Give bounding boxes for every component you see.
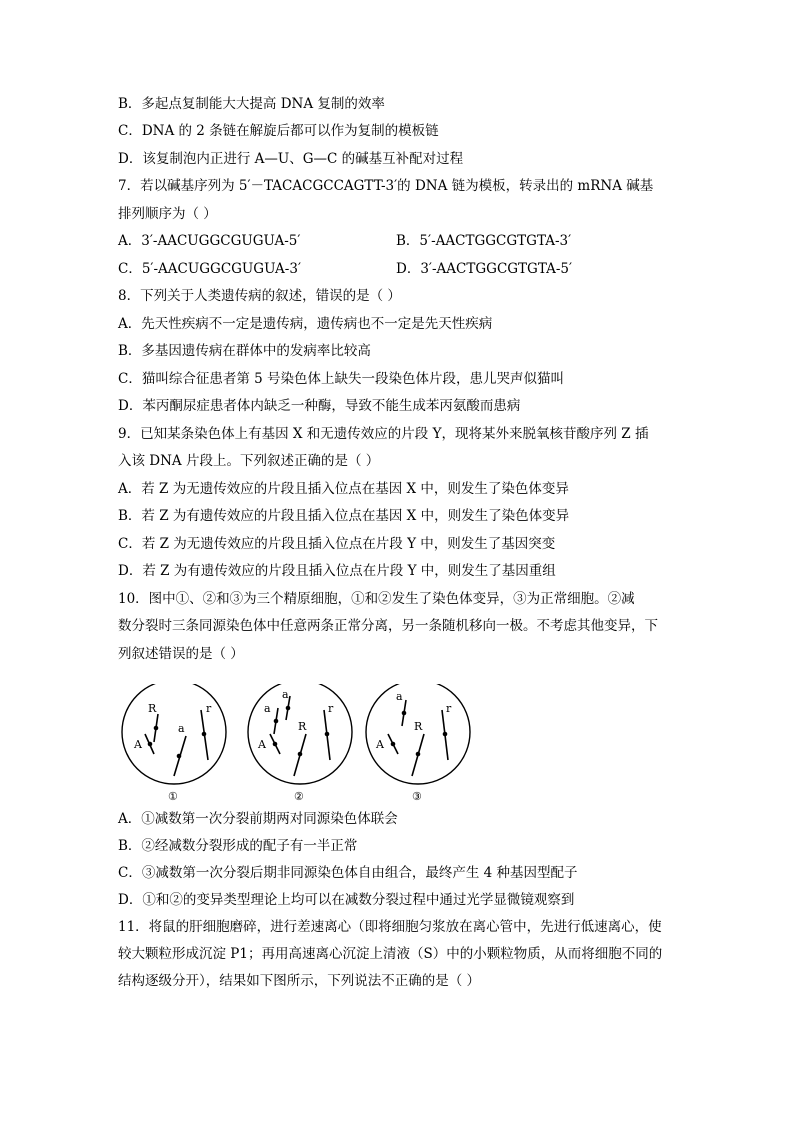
q8-option-d: D．苯丙酮尿症患者体内缺乏一种酶，导致不能生成苯丙氨酸而患病	[118, 398, 521, 414]
cell-2	[248, 684, 352, 803]
q8-option-b: B．多基因遗传病在群体中的发病率比较高	[118, 343, 371, 359]
cell-diagram	[118, 684, 478, 804]
q11-stem-line3: 结构逐级分开），结果如下图所示，下列说法不正确的是（ ）	[118, 973, 481, 989]
q9-option-b: B．若 Z 为有遗传效应的片段且插入位点在基因 X 中，则发生了染色体变异	[118, 508, 570, 524]
cell-3-label: ③	[412, 790, 422, 803]
cell-2-gene: a	[282, 688, 289, 701]
q9-stem-line2: 入该 DNA 片段上。下列叙述正确的是（ ）	[118, 453, 380, 469]
cell-1-gene: r	[206, 702, 212, 715]
cell-3-gene: A	[376, 738, 384, 751]
cell-2-gene: R	[298, 720, 307, 733]
cell-1-gene: A	[134, 738, 142, 751]
cell-1	[122, 684, 226, 803]
q11-stem-line2: 较大颗粒形成沉淀 P1；再用高速离心沉淀上清液（S）中的小颗粒物质，从而将细胞不同的	[118, 946, 663, 962]
q7-stem-line2: 排列顺序为（ ）	[118, 206, 217, 222]
cell-3-gene: R	[414, 720, 423, 733]
q7-option-c: C．5′-AACUGGCGUGUA-3′	[118, 261, 302, 277]
q7-stem-line1: 7．若以碱基序列为 5′－TACACGCCAGTT-3′的 DNA 链为模板，转录出的 mRNA 碱基	[118, 178, 654, 194]
q8-stem: 8．下列关于人类遗传病的叙述，错误的是（ ）	[118, 288, 401, 304]
cell-3-gene: r	[446, 702, 452, 715]
q10-option-d: D．①和②的变异类型理论上均可以在减数分裂过程中通过光学显微镜观察到	[118, 892, 575, 908]
q10-option-a: A．①减数第一次分裂前期两对同源染色体联会	[118, 811, 398, 827]
q10-option-b: B．②经减数分裂形成的配子有一半正常	[118, 838, 358, 854]
cell-2-label: ②	[294, 790, 304, 803]
q7-option-d: D．3′-AACTGGCGTGTA-5′	[396, 261, 573, 277]
q9-option-d: D．若 Z 为有遗传效应的片段且插入位点在片段 Y 中，则发生了基因重组	[118, 563, 556, 579]
q9-option-a: A．若 Z 为无遗传效应的片段且插入位点在基因 X 中，则发生了染色体变异	[118, 481, 569, 497]
q8-option-c: C．猫叫综合征患者第 5 号染色体上缺失一段染色体片段，患儿哭声似猫叫	[118, 371, 565, 387]
q6-option-c: C．DNA 的 2 条链在解旋后都可以作为复制的模板链	[118, 123, 439, 139]
cell-3-gene: a	[396, 690, 403, 703]
cell-2-gene: r	[328, 702, 334, 715]
cell-2-gene: A	[258, 738, 266, 751]
q9-stem-line1: 9．已知某条染色体上有基因 X 和无遗传效应的片段 Y，现将某外来脱氧核苷酸序列 Z 插	[118, 426, 649, 442]
q8-option-a: A．先天性疾病不一定是遗传病，遗传病也不一定是先天性疾病	[118, 316, 493, 332]
q7-option-b: B．5′-AACTGGCGTGTA-3′	[396, 233, 572, 249]
q9-option-c: C．若 Z 为无遗传效应的片段且插入位点在片段 Y 中，则发生了基因突变	[118, 536, 556, 552]
q10-option-c: C．③减数第一次分裂后期非同源染色体自由组合，最终产生 4 种基因型配子	[118, 865, 578, 881]
cell-1-gene: a	[178, 722, 185, 735]
cell-1-label: ①	[168, 790, 178, 803]
q11-stem-line1: 11．将鼠的肝细胞磨碎，进行差速离心（即将细胞匀浆放在离心管中，先进行低速离心，使	[118, 919, 662, 935]
q10-stem-line3: 列叙述错误的是（ ）	[118, 646, 244, 662]
q6-option-d: D．该复制泡内正进行 A—U、G—C 的碱基互补配对过程	[118, 151, 464, 167]
q6-option-b: B．多起点复制能大大提高 DNA 复制的效率	[118, 96, 385, 112]
q7-option-a: A．3′-AACUGGCGUGUA-5′	[118, 233, 301, 249]
cell-3	[366, 684, 470, 803]
cell-2-gene: a	[264, 702, 271, 715]
q10-stem-line2: 数分裂时三条同源染色体中任意两条正常分离，另一条随机移向一极。不考虑其他变异，下	[118, 618, 658, 634]
cell-1-gene: R	[148, 702, 157, 715]
q10-stem-line1: 10．图中①、②和③为三个精原细胞，①和②发生了染色体变异，③为正常细胞。②减	[118, 591, 635, 607]
